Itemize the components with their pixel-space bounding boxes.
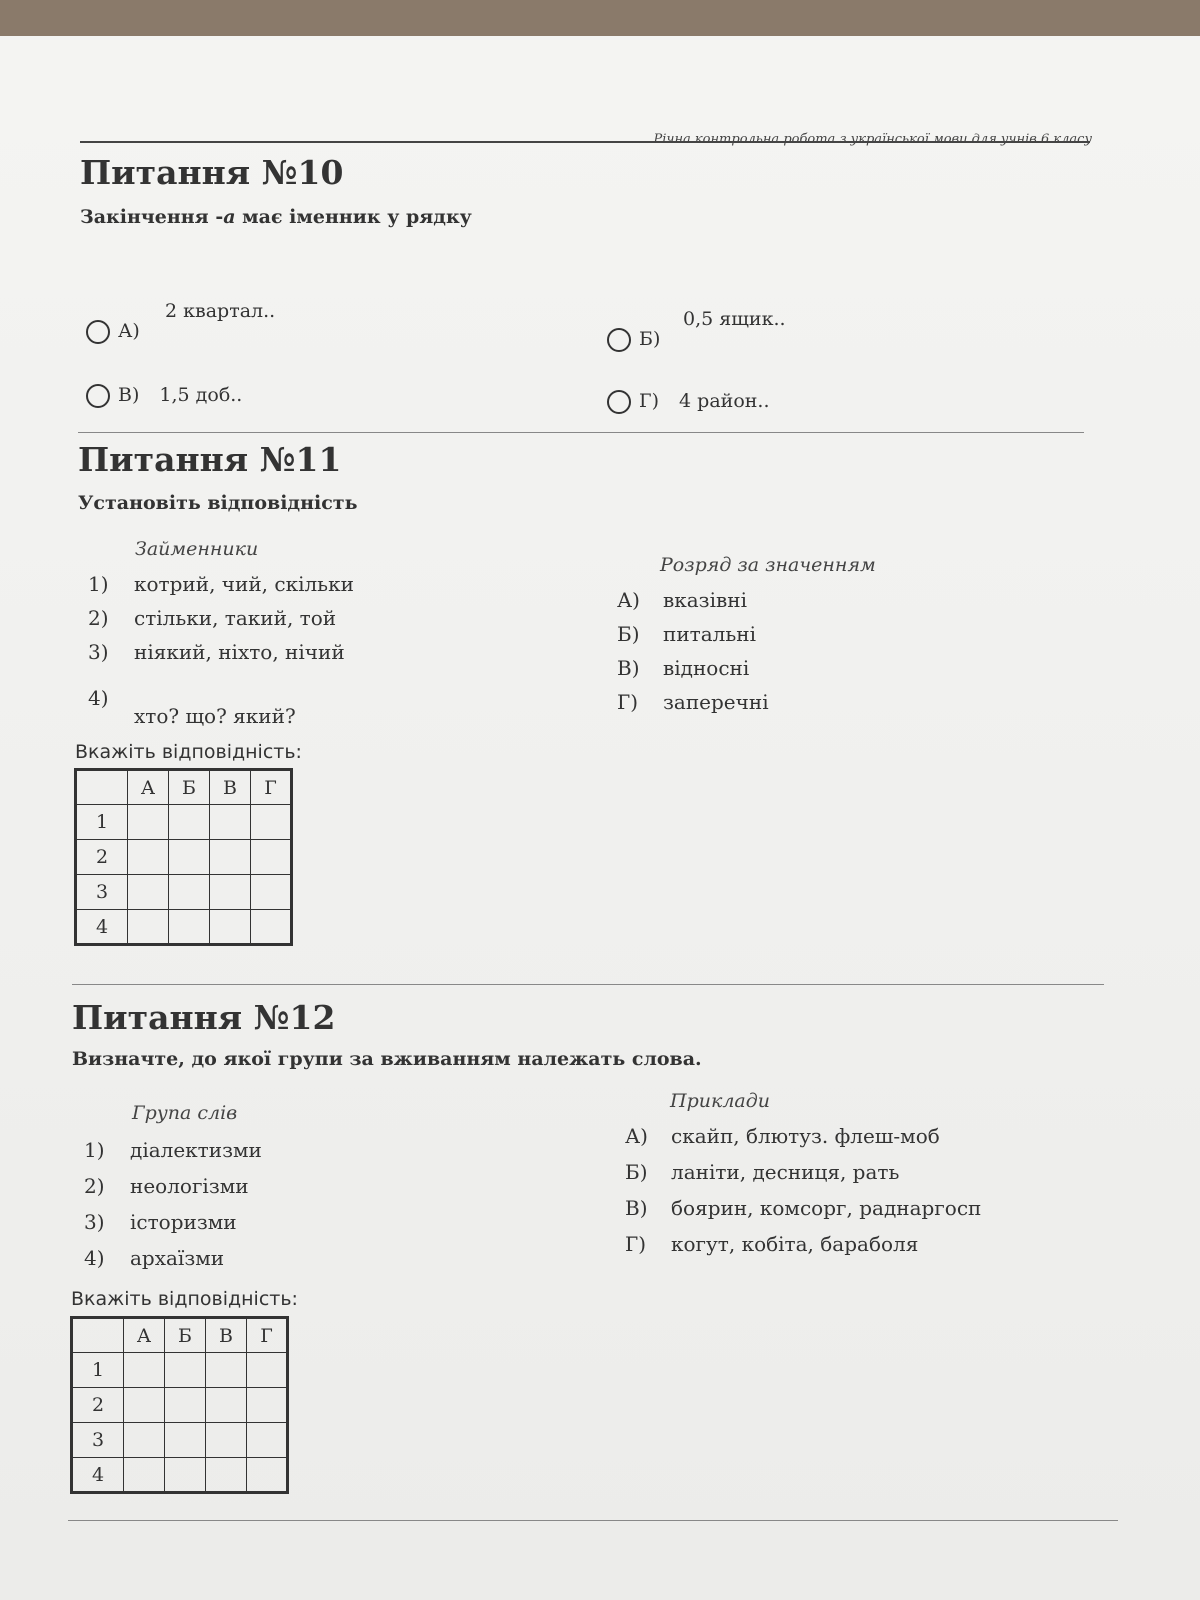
q11-answer-label: Вкажіть відповідність: xyxy=(75,741,302,763)
q12-answer-label: Вкажіть відповідність: xyxy=(71,1288,298,1310)
divider xyxy=(72,984,1104,985)
divider xyxy=(68,1520,1118,1521)
running-title: Річна контрольна робота з української мови для учнів 6 класу xyxy=(653,132,1092,147)
q10-option-b[interactable]: Б) xyxy=(607,328,660,352)
q10-text: Закінчення -а має іменник у рядку xyxy=(80,206,472,228)
list-item: В) боярин, комсорг, раднаргосп xyxy=(625,1196,982,1220)
q11-title: Питання №11 xyxy=(78,440,342,479)
q11-answer-grid: А Б В Г 1 2 3 4 xyxy=(74,768,293,946)
q10-title: Питання №10 xyxy=(80,153,344,192)
list-item: 4) архаїзми xyxy=(84,1246,225,1270)
q10-option-b-text: 0,5 ящик.. xyxy=(683,308,786,330)
list-item: 1) котрий, чий, скільки xyxy=(88,572,354,596)
q10-option-c[interactable]: В) 1,5 доб.. xyxy=(86,384,242,408)
list-item: 3) історизми xyxy=(84,1210,237,1234)
q11-left-head: Займенники xyxy=(135,538,259,560)
list-item-text: хто? що? який? xyxy=(134,704,296,728)
exam-paper xyxy=(0,36,1200,1600)
radio-icon[interactable] xyxy=(607,328,631,352)
list-item: 1) діалектизми xyxy=(84,1138,262,1162)
radio-icon[interactable] xyxy=(86,320,110,344)
radio-icon[interactable] xyxy=(86,384,110,408)
list-item: Г) когут, кобіта, бараболя xyxy=(625,1232,919,1256)
list-item: Б) ланіти, десниця, рать xyxy=(625,1160,900,1184)
list-item: 4) xyxy=(88,686,109,710)
q10-option-d[interactable]: Г) 4 район.. xyxy=(607,390,770,414)
list-item: 3) ніякий, ніхто, нічий xyxy=(88,640,345,664)
q10-option-a-text: 2 квартал.. xyxy=(165,300,276,322)
q12-right-head: Приклади xyxy=(670,1090,771,1112)
list-item: В) відносні xyxy=(617,656,750,680)
list-item: Г) заперечні xyxy=(617,690,769,714)
list-item: Б) питальні xyxy=(617,622,756,646)
list-item: А) скайп, блютуз. флеш-моб xyxy=(625,1124,940,1148)
q12-text: Визначте, до якої групи за вживанням належать слова. xyxy=(72,1048,702,1070)
list-item: 2) стільки, такий, той xyxy=(88,606,337,630)
q10-option-a[interactable]: А) xyxy=(86,320,140,344)
q12-title: Питання №12 xyxy=(72,998,336,1037)
radio-icon[interactable] xyxy=(607,390,631,414)
q12-left-head: Група слів xyxy=(132,1102,238,1124)
list-item: А) вказівні xyxy=(617,588,747,612)
q12-answer-grid: А Б В Г 1 2 3 4 xyxy=(70,1316,289,1494)
divider xyxy=(78,432,1084,433)
q11-right-head: Розряд за значенням xyxy=(660,554,876,576)
q11-text: Установіть відповідність xyxy=(78,492,358,514)
list-item: 2) неологізми xyxy=(84,1174,249,1198)
